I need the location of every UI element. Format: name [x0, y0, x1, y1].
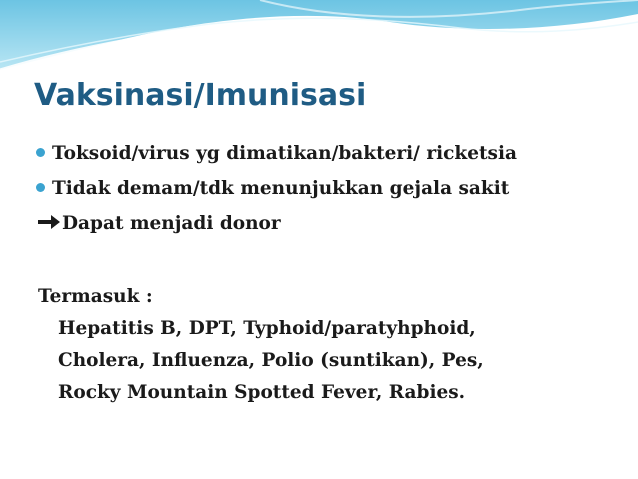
bullet-text: Tidak demam/tdk menunjukkan gejala sakit: [52, 178, 510, 199]
vaccine-list-line: Rocky Mountain Spotted Fever, Rabies.: [58, 382, 466, 403]
arrow-item-donor: [36, 213, 281, 234]
arrow-item-text: Dapat menjadi donor: [62, 213, 281, 234]
bullet-dot-icon: [36, 148, 45, 157]
vaccine-list-line: Hepatitis B, DPT, Typhoid/paratyhphoid,: [58, 318, 476, 339]
header-wave-decoration: [0, 0, 638, 80]
slide-title: Vaksinasi/Imunisasi: [34, 78, 367, 113]
bullet-dot-icon: [36, 183, 45, 192]
vaccine-list-line: Cholera, Influenza, Polio (suntikan), Pes,: [58, 350, 484, 371]
bullet-text: Toksoid/virus yg dimatikan/bakteri/ ricketsia: [52, 143, 517, 164]
bullet-item-toksoid: [36, 143, 517, 164]
right-arrow-icon: [36, 214, 62, 230]
termasuk-label: Termasuk :: [38, 286, 153, 307]
bullet-item-tidak-demam: [36, 178, 509, 199]
